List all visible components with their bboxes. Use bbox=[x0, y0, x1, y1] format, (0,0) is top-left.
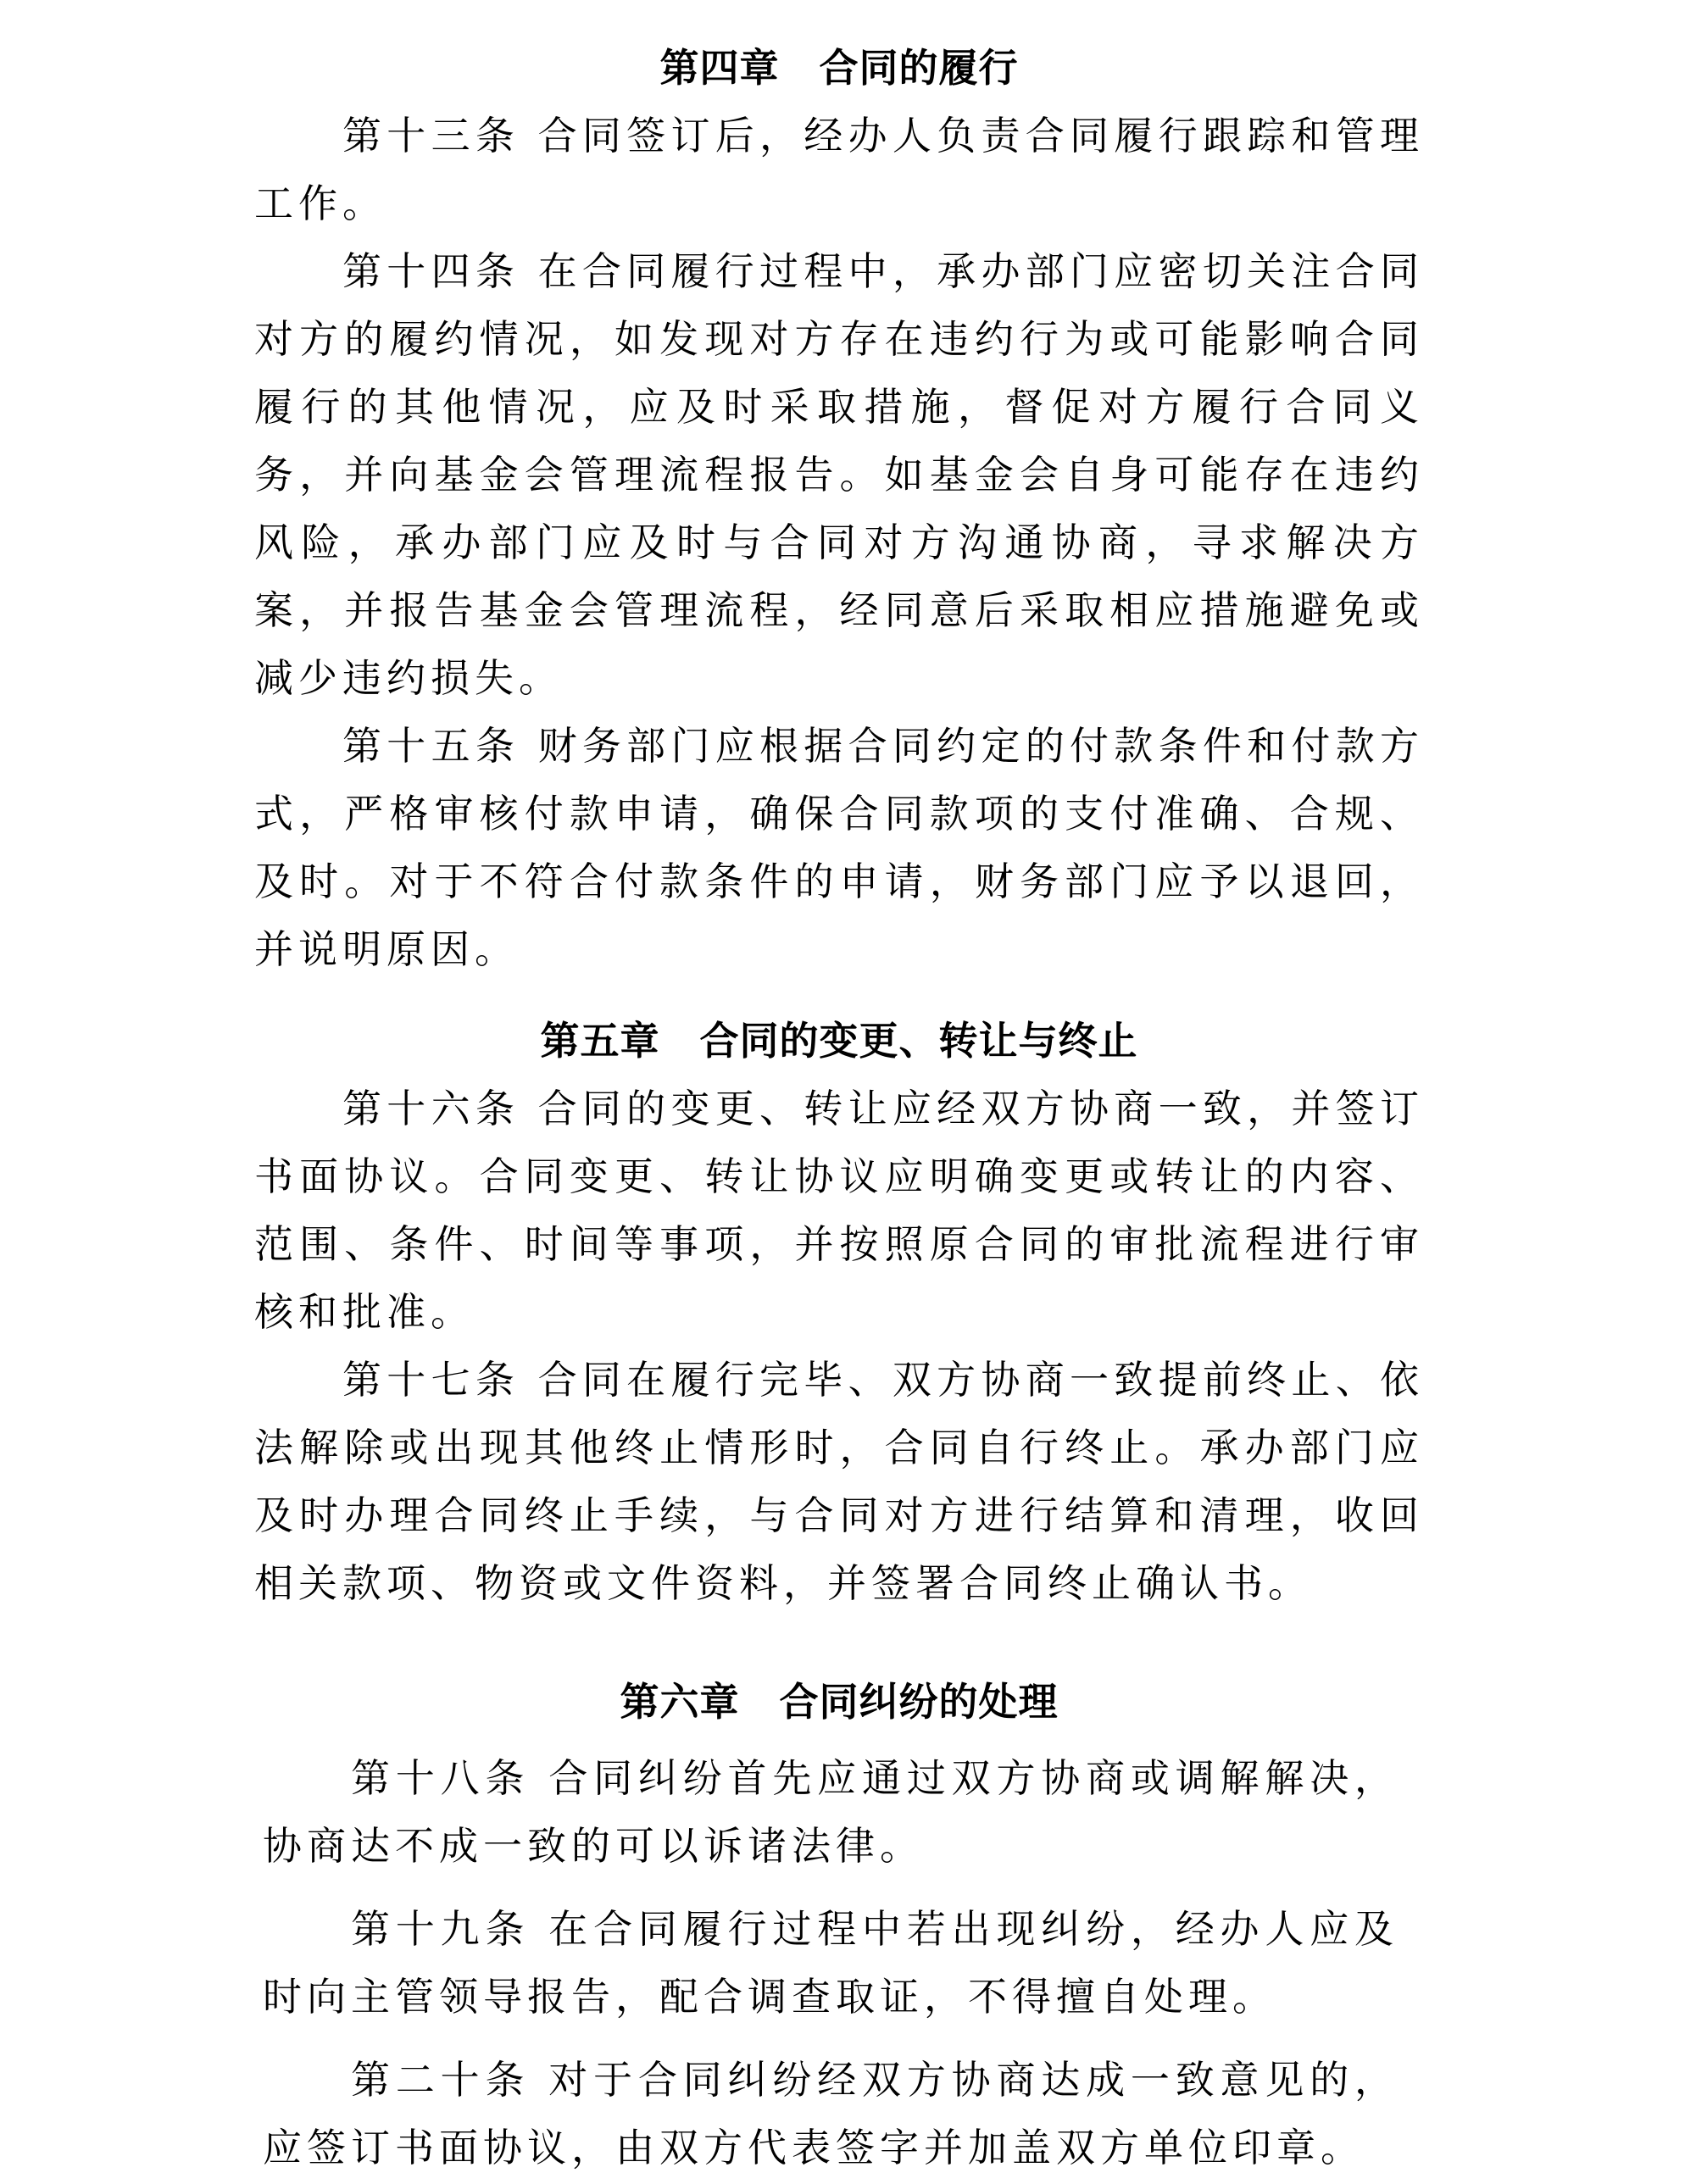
article-text: 财务部门应根据合同约定的付款条件和付款方式，严格审核付款申请，确保合同款项的支付准确、合规、及时。对于不符合付款条件的申请，财务部门应予以退回，并说明原因。 bbox=[254, 723, 1425, 972]
article-text: 在合同履行过程中若出现纠纷，经办人应及时向主管领导报告，配合调查取证，不得擅自处理。 bbox=[263, 1906, 1399, 2020]
article-text: 对于合同纠纷经双方协商达成一致意见的，应签订书面协议，由双方代表签字并加盖双方单位印章。 bbox=[263, 2057, 1399, 2170]
article-text: 在合同履行过程中，承办部门应密切关注合同对方的履约情况，如发现对方存在违约行为或可能影响合同履行的其他情况，应及时采取措施，督促对方履行合同义务，并向基金会管理流程报告。如基金会自身可能存在违约风险，承办部门应及时与合同对方沟通协商，寻求解决方案，并报告基金会管理流程，经同意后采取相应措施避免或减少违约损失。 bbox=[254, 248, 1425, 701]
article-text: 合同在履行完毕、双方协商一致提前终止、依法解除或出现其他终止情形时，合同自行终止。承办部门应及时办理合同终止手续，与合同对方进行结算和清理，收回相关款项、物资或文件资料，并签署合同终止确认书。 bbox=[254, 1357, 1425, 1606]
chapter-title: 第四章 合同的履行 bbox=[659, 45, 1019, 91]
article-16 bbox=[254, 1075, 1424, 1346]
article-14 bbox=[254, 237, 1424, 712]
chapter-title: 第六章 合同纠纷的处理 bbox=[620, 1679, 1059, 1725]
chapter-4 bbox=[254, 34, 1424, 983]
article-15 bbox=[254, 712, 1424, 983]
article-number: 第十五条 bbox=[342, 723, 520, 769]
document-page bbox=[254, 34, 1424, 2181]
article-number: 第十六条 bbox=[342, 1086, 520, 1131]
article-number: 第十七条 bbox=[342, 1357, 520, 1403]
article-number: 第十八条 bbox=[351, 1755, 531, 1801]
chapter-6 bbox=[254, 1668, 1424, 2181]
article-18 bbox=[254, 1744, 1399, 1880]
article-20 bbox=[254, 2046, 1399, 2181]
article-number: 第二十条 bbox=[351, 2057, 531, 2103]
section-gap bbox=[254, 983, 1424, 1007]
article-number: 第十四条 bbox=[342, 248, 520, 294]
section-gap bbox=[254, 1617, 1424, 1668]
article-17 bbox=[254, 1346, 1424, 1617]
article-13 bbox=[254, 102, 1424, 237]
article-number: 第十九条 bbox=[351, 1906, 531, 1952]
chapter-5 bbox=[254, 1007, 1424, 1617]
article-text: 合同签订后，经办人负责合同履行跟踪和管理工作。 bbox=[254, 113, 1425, 226]
chapter-title: 第五章 合同的变更、转让与终止 bbox=[540, 1018, 1138, 1064]
article-number: 第十三条 bbox=[342, 113, 520, 158]
article-text: 合同的变更、转让应经双方协商一致，并签订书面协议。合同变更、转让协议应明确变更或转让的内容、范围、条件、时间等事项，并按照原合同的审批流程进行审核和批准。 bbox=[254, 1086, 1425, 1335]
article-19 bbox=[254, 1895, 1399, 2031]
article-text: 合同纠纷首先应通过双方协商或调解解决，协商达不成一致的可以诉诸法律。 bbox=[263, 1755, 1399, 1869]
